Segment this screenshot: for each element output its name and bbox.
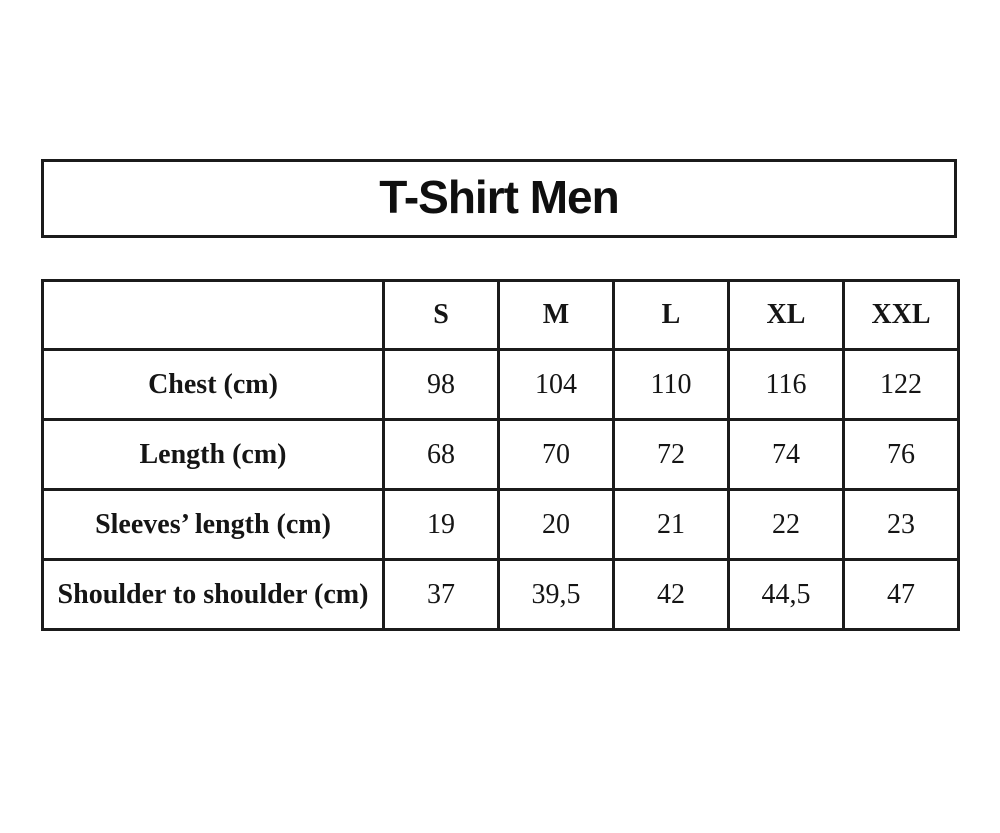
table-row-length [43, 420, 959, 490]
table-row-sleeves [43, 490, 959, 560]
cell-sleeves-s: 19 [384, 490, 499, 560]
cell-sleeves-m: 20 [499, 490, 614, 560]
row-label-length: Length (cm) [43, 420, 384, 490]
cell-length-s: 68 [384, 420, 499, 490]
cell-shoulder-xxl: 47 [844, 560, 959, 630]
cell-chest-l: 110 [614, 350, 729, 420]
cell-sleeves-xl: 22 [729, 490, 844, 560]
cell-chest-s: 98 [384, 350, 499, 420]
cell-length-l: 72 [614, 420, 729, 490]
size-table [41, 279, 960, 631]
cell-length-xl: 74 [729, 420, 844, 490]
size-header-xxl: XXL [844, 281, 959, 350]
title-box [41, 159, 957, 238]
cell-length-xxl: 76 [844, 420, 959, 490]
cell-shoulder-l: 42 [614, 560, 729, 630]
cell-shoulder-m: 39,5 [499, 560, 614, 630]
table-row-chest [43, 350, 959, 420]
table-row-shoulder [43, 560, 959, 630]
cell-sleeves-xxl: 23 [844, 490, 959, 560]
row-label-sleeves: Sleeves’ length (cm) [43, 490, 384, 560]
cell-chest-xxl: 122 [844, 350, 959, 420]
cell-chest-m: 104 [499, 350, 614, 420]
header-row [43, 281, 959, 350]
size-header-s: S [384, 281, 499, 350]
page-title: T-Shirt Men [379, 170, 619, 223]
size-header-xl: XL [729, 281, 844, 350]
size-header-m: M [499, 281, 614, 350]
row-label-shoulder: Shoulder to shoulder (cm) [43, 560, 384, 630]
cell-length-m: 70 [499, 420, 614, 490]
size-header-l: L [614, 281, 729, 350]
row-label-chest: Chest (cm) [43, 350, 384, 420]
cell-shoulder-xl: 44,5 [729, 560, 844, 630]
cell-chest-xl: 116 [729, 350, 844, 420]
corner-cell [43, 281, 384, 350]
cell-shoulder-s: 37 [384, 560, 499, 630]
cell-sleeves-l: 21 [614, 490, 729, 560]
